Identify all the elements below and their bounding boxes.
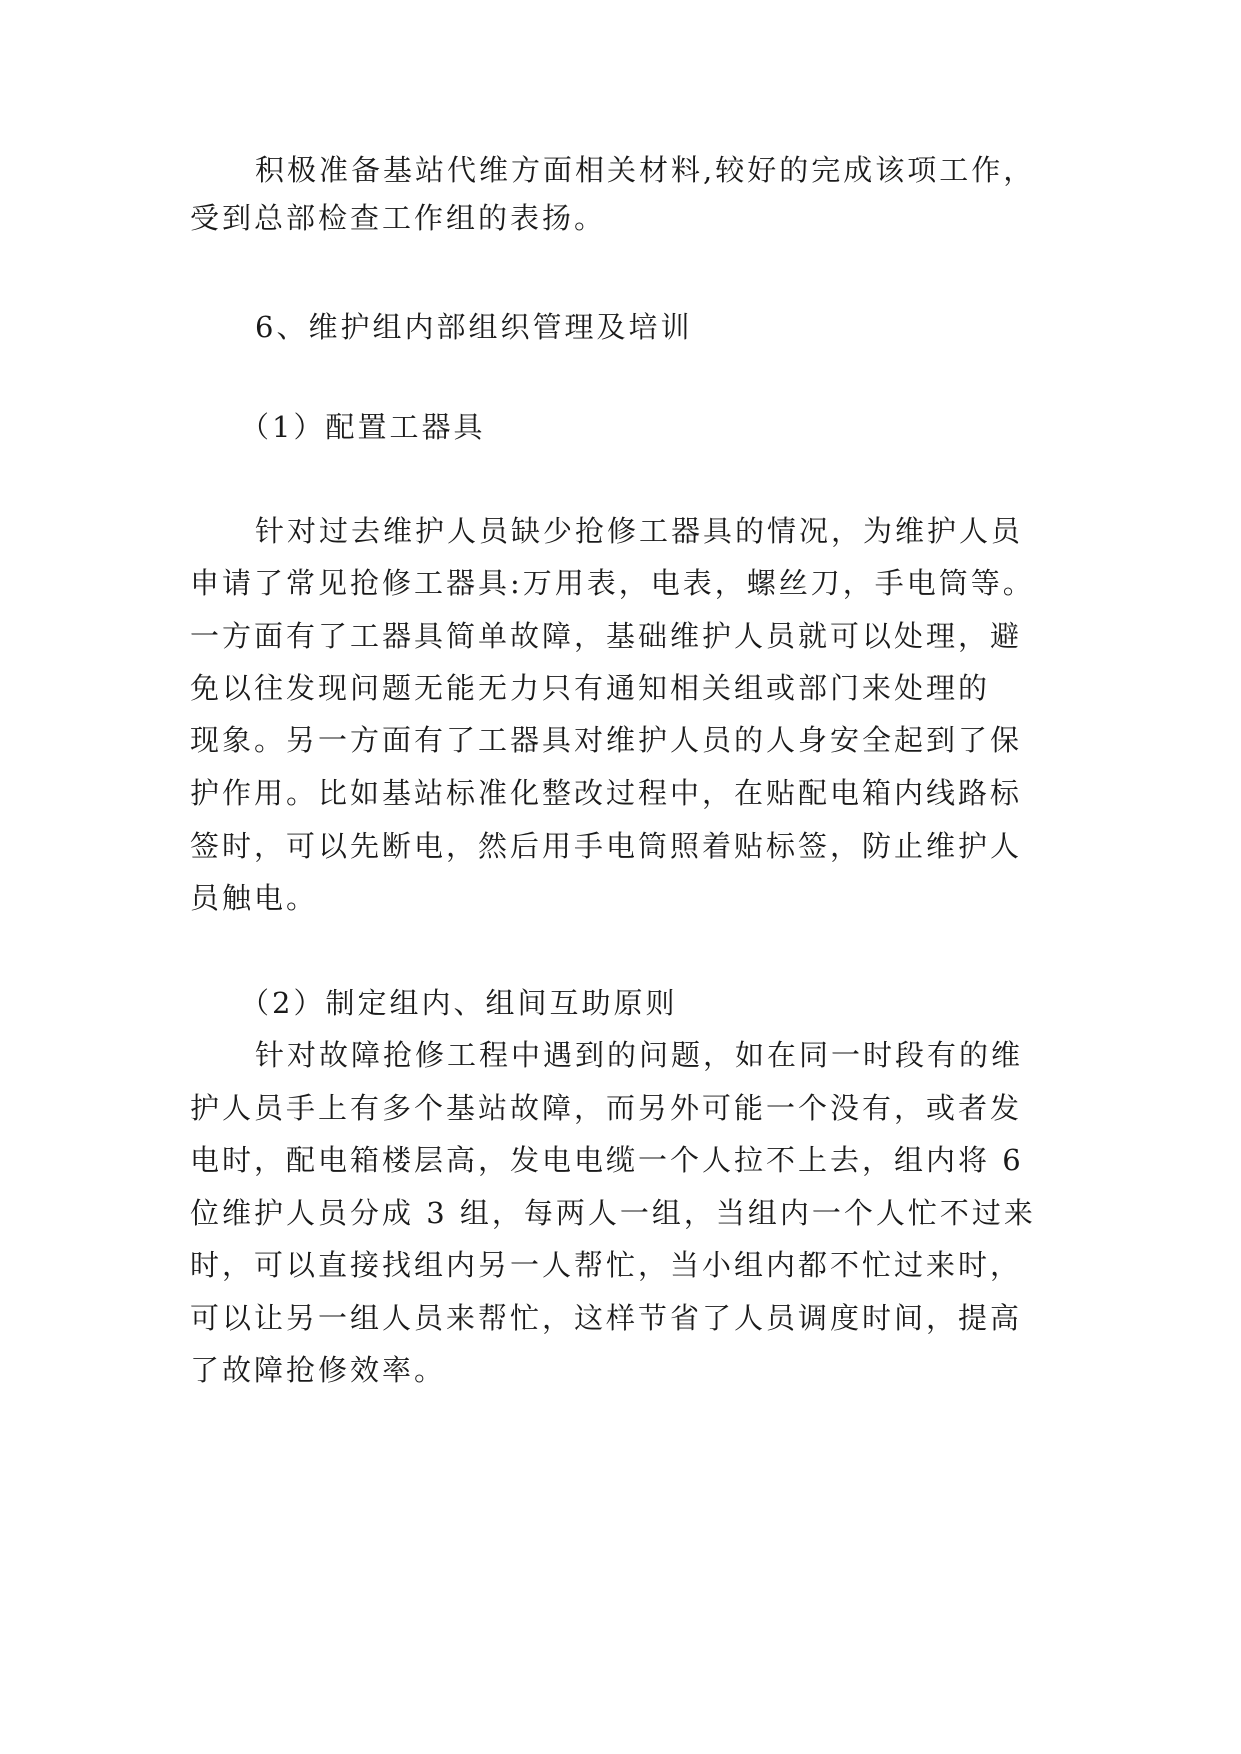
- paragraph-line: 可以让另一组人员来帮忙，这样节省了人员调度时间，提高: [190, 1301, 1023, 1335]
- section-heading: 6、维护组内部组织管理及培训: [255, 310, 693, 344]
- paragraph-line: 受到总部检查工作组的表扬。: [190, 201, 607, 235]
- paragraph-line: 现象。另一方面有了工器具对维护人员的人身安全起到了保: [190, 723, 1023, 757]
- subsection-heading: （2）制定组内、组间互助原则: [240, 986, 678, 1020]
- paragraph-line: 了故障抢修效率。: [190, 1353, 447, 1387]
- subsection-heading: （1）配置工器具: [240, 410, 486, 444]
- paragraph-line: 时，可以直接找组内另一人帮忙，当小组内都不忙过来时，: [190, 1248, 1023, 1282]
- paragraph-line: 一方面有了工器具简单故障，基础维护人员就可以处理，避: [190, 619, 1023, 653]
- paragraph-line: 护作用。比如基站标准化整改过程中，在贴配电箱内线路标: [190, 776, 1023, 810]
- paragraph-line: 护人员手上有多个基站故障，而另外可能一个没有，或者发: [190, 1091, 1023, 1125]
- paragraph-line: 电时，配电箱楼层高，发电电缆一个人拉不上去，组内将 6: [190, 1143, 1024, 1177]
- paragraph-line: 免以往发现问题无能无力只有通知相关组或部门来处理的: [190, 671, 991, 705]
- paragraph-line: 针对过去维护人员缺少抢修工器具的情况，为维护人员: [255, 514, 1024, 548]
- paragraph-line: 位维护人员分成 3 组，每两人一组，当组内一个人忙不过来: [190, 1196, 1036, 1230]
- paragraph-line: 员触电。: [190, 881, 319, 915]
- paragraph-line: 针对故障抢修工程中遇到的问题，如在同一时段有的维: [255, 1038, 1024, 1072]
- paragraph-line: 申请了常见抢修工器具:万用表，电表，螺丝刀，手电筒等。: [190, 566, 1035, 600]
- paragraph-line: 积极准备基站代维方面相关材料,较好的完成该项工作，: [255, 153, 1036, 187]
- paragraph-line: 签时，可以先断电，然后用手电筒照着贴标签，防止维护人: [190, 829, 1023, 863]
